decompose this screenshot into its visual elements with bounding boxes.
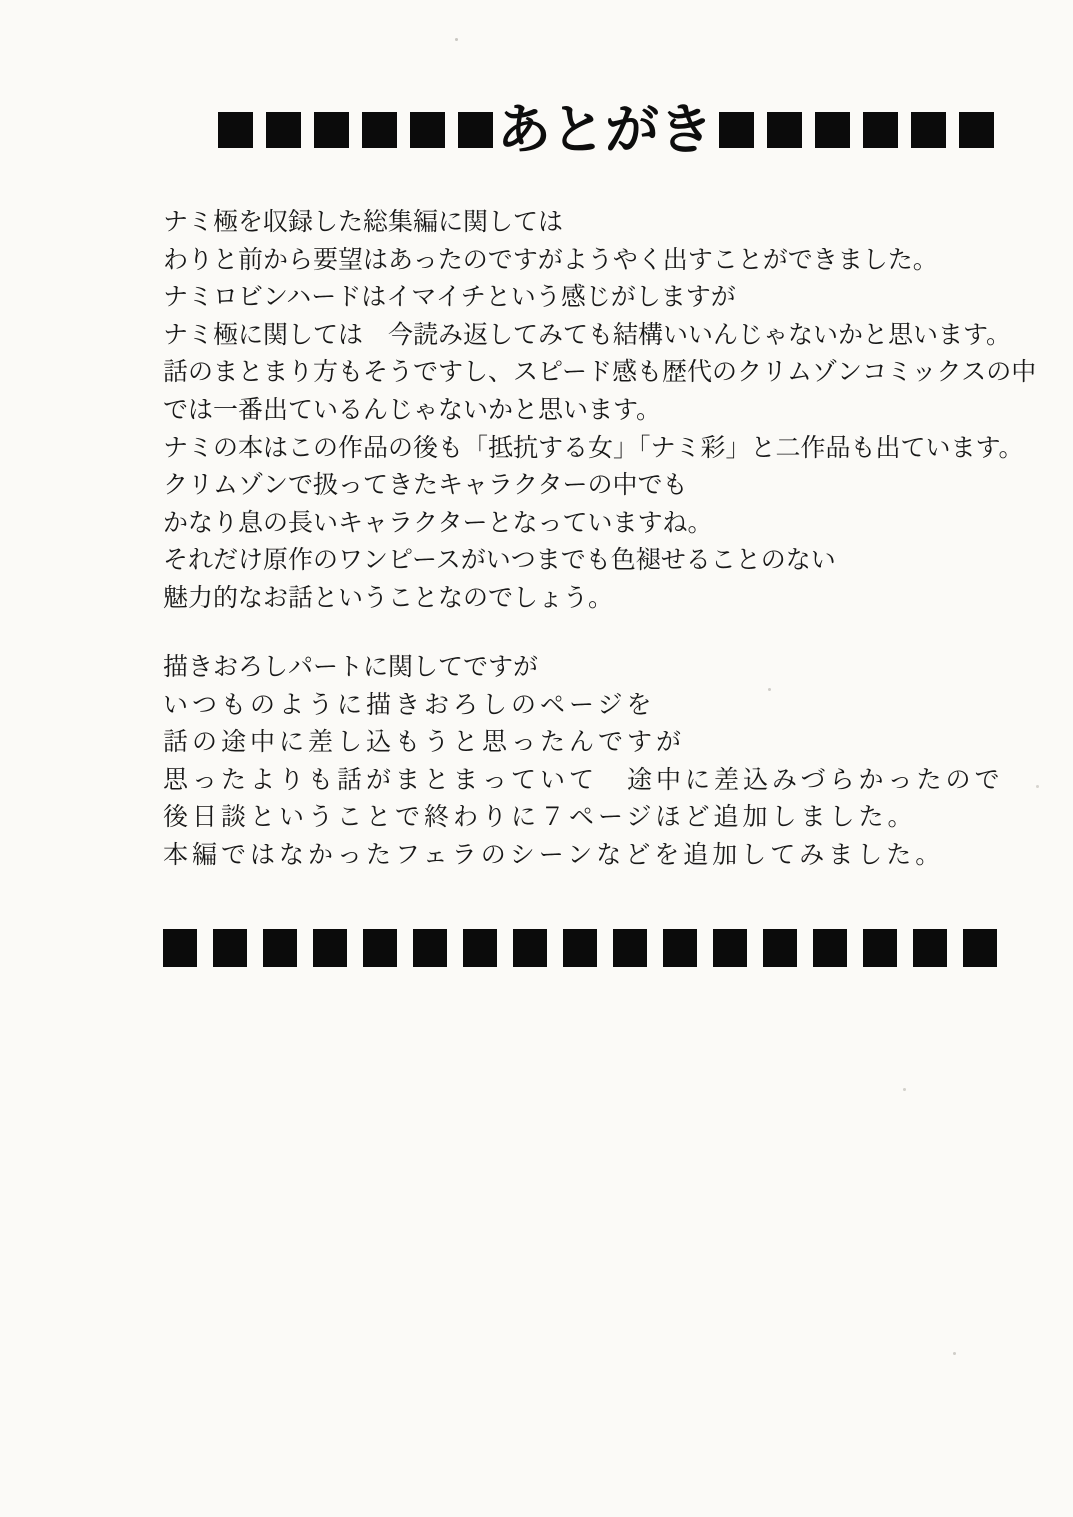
text-line: ナミロビンハードはイマイチという感じがしますが (163, 282, 736, 312)
black-square (163, 929, 197, 967)
black-square (913, 929, 947, 967)
black-square (563, 929, 597, 967)
text-line: クリムゾンで扱ってきたキャラクターの中でも (163, 470, 688, 500)
black-square (362, 112, 397, 148)
black-square (959, 112, 994, 148)
black-square (513, 929, 547, 967)
text-line: 話の途中に差し込もうと思ったんですが (163, 727, 686, 757)
text-line: わりと前から要望はあったのですがようやく出すことができました。 (163, 244, 938, 274)
black-square (767, 112, 802, 148)
black-square (713, 929, 747, 967)
black-square (313, 929, 347, 967)
black-square (719, 112, 754, 148)
text-line: かなり息の長いキャラクターとなっていますね。 (163, 507, 713, 537)
black-square (815, 112, 850, 148)
title-squares-right (719, 112, 994, 148)
text-line: ナミ極を収録した総集編に関しては (163, 207, 564, 236)
page-title: あとがき (497, 98, 713, 161)
black-square (363, 929, 397, 967)
black-square (963, 929, 997, 967)
black-square (413, 929, 447, 967)
black-square (911, 112, 946, 148)
text-line: それだけ原作のワンピースがいつまでも色褪せることのない (163, 545, 836, 575)
black-square (218, 112, 253, 148)
text-line: ナミの本はこの作品の後も「抵抗する女」「ナミ彩」と二作品も出ています。 (163, 432, 1024, 462)
afterword-title-row (218, 96, 994, 164)
black-square (266, 112, 301, 148)
text-line: では一番出ているんじゃないかと思います。 (163, 394, 662, 424)
black-square (663, 929, 697, 967)
black-square (613, 929, 647, 967)
bottom-divider-squares (163, 929, 997, 967)
scan-dust-specks (455, 38, 458, 41)
title-squares-left (218, 112, 493, 148)
black-square (410, 112, 445, 148)
black-square (763, 929, 797, 967)
black-square (263, 929, 297, 967)
text-line: 本編ではなかったフェラのシーンなどを追加してみました。 (163, 839, 945, 869)
afterword-paragraph-1 (163, 203, 1043, 617)
text-line: 魅力的なお話ということなのでしょう。 (163, 582, 614, 612)
black-square (463, 929, 497, 967)
text-line: 話のまとまり方もそうですし、スピード感も歴代のクリムゾンコミックスの中 (163, 357, 1037, 387)
black-square (458, 112, 493, 148)
black-square (813, 929, 847, 967)
afterword-paragraph-2 (163, 648, 1043, 874)
text-line: 描きおろしパートに関してですが (163, 652, 539, 681)
black-square (213, 929, 247, 967)
text-line: いつものように描きおろしのページを (163, 689, 656, 719)
text-line: 思ったよりも話がまとまっていて 途中に差込みづらかったので (163, 764, 1004, 794)
text-line: ナミ極に関しては 今読み返してみても結構いいんじゃないかと思います。 (163, 319, 1012, 349)
black-square (863, 112, 898, 148)
black-square (863, 929, 897, 967)
text-line: 後日談ということで終わりに７ページほど追加しました。 (163, 802, 917, 832)
black-square (314, 112, 349, 148)
